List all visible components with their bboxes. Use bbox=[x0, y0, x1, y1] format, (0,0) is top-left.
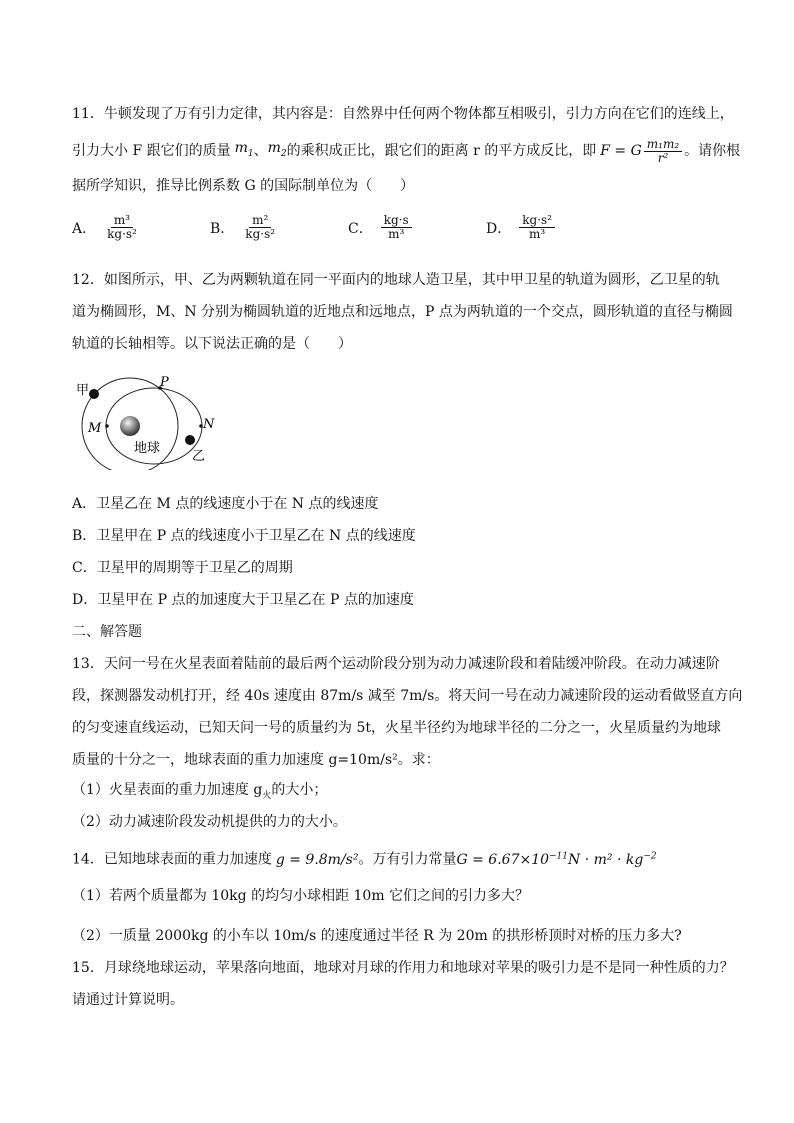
q14-G-formula: $G = 6.67\times 10^{-11}N \cdot m^2 \cdot kg^{-2}$ bbox=[456, 851, 657, 868]
q14-sub1: （1）若两个质量都为 10kg 的均匀小球相距 10m 它们之间的引力多大？ bbox=[72, 888, 530, 904]
q14-sub2: （2）一质量 2000kg 的小车以 10m/s 的速度通过半径 R 为 20m 的拱形桥顶时对桥的压力多大? bbox=[72, 928, 682, 944]
q11-line3: 据所学知识，推导比例系数 G 的国际制单位为（ ） bbox=[72, 178, 415, 194]
label-n: N bbox=[203, 417, 215, 432]
q11-text-b: 的乘积成正比，跟它们的距离 r 的平方成反比，即 bbox=[286, 143, 597, 159]
q11-formula-lhs: F = G bbox=[600, 143, 642, 159]
q11-option-a: A． $\frac{\text{m³}}{\text{kg·s²}}$ bbox=[72, 213, 137, 241]
q11-option-d: D． $\frac{\text{kg·s²}}{\text{m³}}$ bbox=[486, 214, 557, 241]
section-heading: 二、解答题 bbox=[72, 624, 142, 640]
q11-formula-den: r² bbox=[657, 150, 669, 165]
label-p: P bbox=[160, 375, 169, 390]
q12-option-a: A．卫星乙在 M 点的线速度小于在 N 点的线速度 bbox=[72, 496, 379, 512]
label-yi: 乙 bbox=[192, 449, 206, 464]
q11-sep: 、 bbox=[253, 143, 268, 159]
q15-line2: 请通过计算说明。 bbox=[72, 992, 184, 1008]
q12-option-c: C．卫星甲的周期等于卫星乙的周期 bbox=[72, 560, 293, 576]
point-m-dot bbox=[105, 424, 109, 428]
satellite-jia-icon bbox=[89, 389, 99, 399]
q11-text-c: 。请你根 bbox=[684, 143, 741, 159]
q11-option-c: C． $\frac{kg\cdot s}{\text{m³}}$ bbox=[348, 214, 414, 241]
satellite-yi-icon bbox=[185, 435, 195, 445]
q12-line2: 道为椭圆形，M、N 分别为椭圆轨道的近地点和远地点，P 点为两轨道的一个交点，圆形轨道的直径与椭圆 bbox=[72, 304, 733, 320]
label-earth: 地球 bbox=[134, 441, 161, 456]
q12-line3: 轨道的长轴相等。以下说法正确的是（ ） bbox=[72, 336, 352, 352]
q13-sub1: （1）火星表面的重力加速度 $g_火$的大小； bbox=[72, 782, 328, 801]
orbit-figure bbox=[72, 370, 232, 470]
earth-icon bbox=[120, 416, 140, 436]
q11-text-a: 引力大小 F 跟它们的质量 bbox=[72, 143, 231, 159]
q13-line4: 质量的十分之一，地球表面的重力加速度 g=10m/s²。求： bbox=[72, 752, 440, 768]
q11-formula-num: m₁m₂ bbox=[644, 138, 682, 152]
q11-option-b: B． $\frac{\text{m²}}{\text{kg·s²}}$ bbox=[210, 213, 276, 241]
label-m: M bbox=[88, 421, 102, 436]
q15-line1: 15．月球绕地球运动，苹果落向地面，地球对月球的作用力和地球对苹果的吸引力是不是同一种性质的力？ bbox=[72, 960, 734, 976]
q14-line1: 14．已知地球表面的重力加速度 g = 9.8m/s²。万有引力常量$G = 6.67\times 10^{-11}N \cdot m^2 \cdot kg^{-2}$ bbox=[72, 851, 657, 868]
q13-line1: 13．天问一号在火星表面着陆前的最后两个运动阶段分别为动力减速阶段和着陆缓冲阶段。在动力减速阶 bbox=[72, 656, 720, 672]
q12-line1: 12．如图所示，甲、乙为两颗轨道在同一平面内的地球人造卫星，其中甲卫星的轨道为圆形，乙卫星的轨 bbox=[72, 272, 720, 288]
q11-m2: $m_2$ bbox=[267, 140, 287, 159]
q12-option-b: B．卫星甲在 P 点的线速度小于卫星乙在 N 点的线速度 bbox=[72, 528, 416, 544]
q13-line3: 的匀变速直线运动，已知天问一号的质量约为 5t，火星半径约为地球半径的二分之一，火星质量约为地球 bbox=[72, 720, 721, 736]
q13-sub2: （2）动力减速阶段发动机提供的力的大小。 bbox=[72, 814, 347, 830]
q11-line2 bbox=[72, 136, 740, 166]
q11-line1: 11．牛顿发现了万有引力定律，其内容是：自然界中任何两个物体都互相吸引，引力方向在它们的连线上， bbox=[72, 106, 734, 122]
q11-formula-frac bbox=[644, 138, 682, 165]
q14-g-formula: g = 9.8m/s² bbox=[275, 851, 359, 868]
q12-option-d: D．卫星甲在 P 点的加速度大于卫星乙在 P 点的加速度 bbox=[72, 592, 414, 608]
label-jia: 甲 bbox=[76, 383, 90, 398]
q11-m1: $m_1$ bbox=[234, 140, 254, 159]
q13-line2: 段，探测器发动机打开，经 40s 速度由 87m/s 减至 7m/s。将天问一号在动力减速阶段的运动看做竖直方向 bbox=[72, 688, 743, 704]
